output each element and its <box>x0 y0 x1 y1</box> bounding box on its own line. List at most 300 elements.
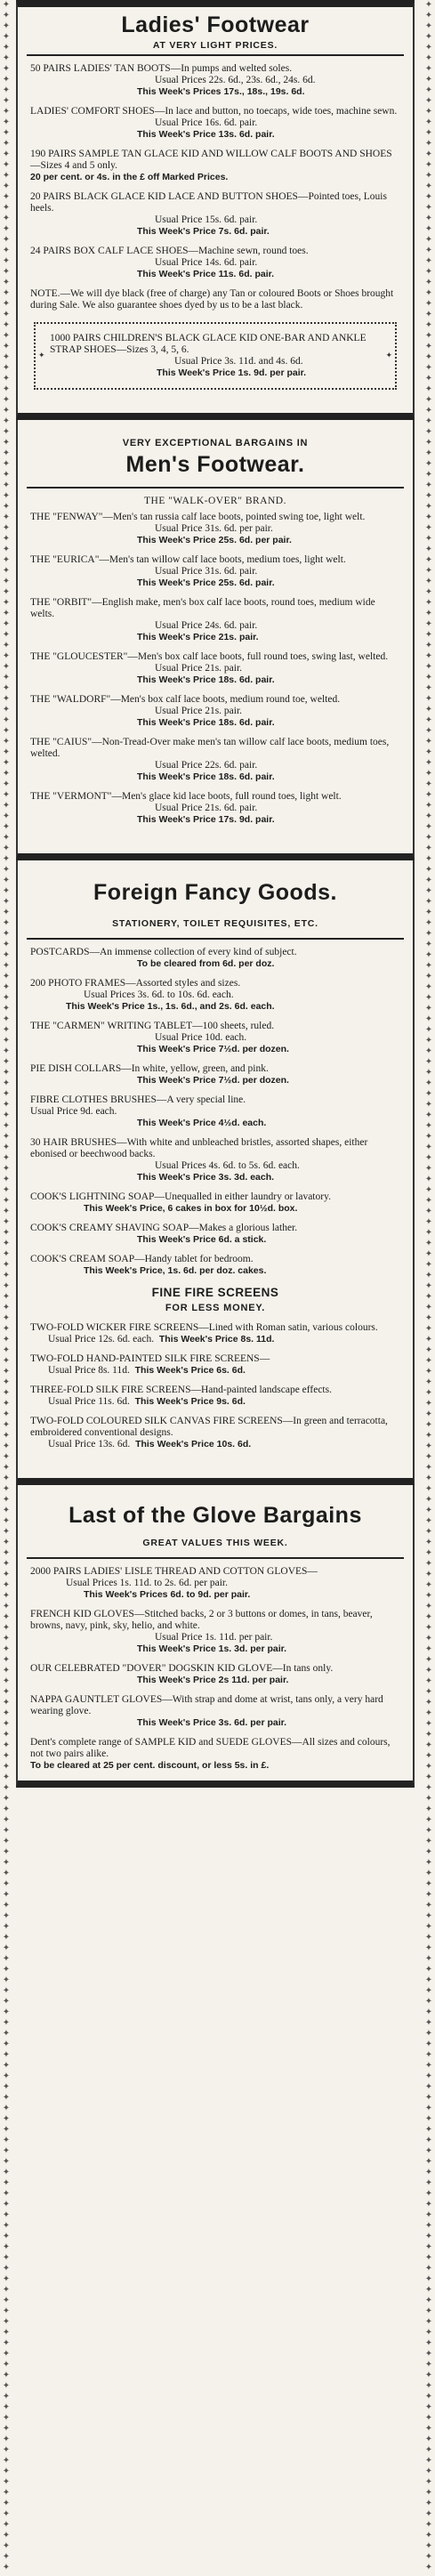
item-description: THE "WALDORF"—Men's box calf lace boots, medium round toe, welted. <box>30 694 341 705</box>
fancy-item <box>30 1063 400 1086</box>
item-description: THE "ORBIT"—English make, men's box calf lace boots, round toes, medium wide welts. <box>30 597 375 619</box>
item-description: ✦ 1000 PAIRS CHILDREN'S BLACK GLACE KID ONE-BAR AND ANKLE STRAP SHOES—Sizes 3, 4, 5, 6. <box>50 333 367 355</box>
usual-price: Usual Price 15s. 6d. pair. <box>155 214 258 225</box>
star-ornament-icon: ✦ <box>2 1367 11 1377</box>
star-ornament-icon: ✦ <box>424 1591 433 1601</box>
star-ornament-icon: ✦ <box>424 2413 433 2423</box>
star-ornament-icon: ✦ <box>2 513 11 522</box>
star-ornament-icon: ✦ <box>424 1239 433 1248</box>
star-ornament-icon: ✦ <box>2 2563 11 2572</box>
star-ornament-icon: ✦ <box>424 2381 433 2391</box>
star-ornament-icon: ✦ <box>424 2349 433 2359</box>
usual-price: Usual Prices 1s. 11d. to 2s. 6d. per pair. <box>66 1578 228 1588</box>
this-week-price: This Week's Price 18s. 6d. pair. <box>137 674 275 685</box>
star-ornament-icon: ✦ <box>424 876 433 885</box>
star-ornament-icon: ✦ <box>424 182 433 191</box>
star-ornament-icon: ✦ <box>2 384 11 394</box>
fancy-goods-title: Foreign Fancy Goods. <box>93 880 337 905</box>
usual-price: Usual Price 21s. pair. <box>155 706 243 716</box>
star-ornament-icon: ✦ <box>424 384 433 394</box>
star-ornament-icon: ✦ <box>2 2061 11 2071</box>
star-ornament-icon: ✦ <box>424 555 433 565</box>
star-ornament-icon: ✦ <box>2 502 11 512</box>
item-description: THE "CAIUS"—Non-Tread-Over make men's tan willow calf lace boots, medium toes, welted. <box>30 737 390 759</box>
star-ornament-icon: ✦ <box>424 1602 433 1611</box>
star-ornament-icon: ✦ <box>424 1506 433 1515</box>
star-ornament-icon: ✦ <box>2 1527 11 1537</box>
star-ornament-icon: ✦ <box>2 2349 11 2359</box>
star-ornament-icon: ✦ <box>2 865 11 875</box>
star-ornament-icon: ✦ <box>2 2456 11 2466</box>
star-ornament-icon: ✦ <box>424 545 433 554</box>
star-ornament-icon: ✦ <box>424 1773 433 1782</box>
star-ornament-icon: ✦ <box>424 1815 433 1825</box>
ladies-item <box>30 191 400 238</box>
star-ornament-icon: ✦ <box>2 2210 11 2220</box>
star-ornament-icon: ✦ <box>424 1805 433 1814</box>
item-description: 50 PAIRS LADIES' TAN BOOTS—In pumps and welted soles. <box>30 63 293 74</box>
star-ornament-icon: ✦ <box>2 1046 11 1056</box>
star-ornament-icon: ✦ <box>424 1014 433 1024</box>
star-ornament-icon: ✦ <box>424 2317 433 2327</box>
this-week-price: This Week's Price, 1s. 6d. per doz. cakes. <box>84 1265 267 1276</box>
fancy-item <box>30 1191 400 1215</box>
star-ornament-icon: ✦ <box>2 288 11 298</box>
star-ornament-icon: ✦ <box>2 1399 11 1409</box>
star-ornament-icon: ✦ <box>424 1388 433 1398</box>
this-week-price: This Week's Price, 6 cakes in box for 10½d. box. <box>84 1203 298 1214</box>
star-ornament-icon: ✦ <box>2 1463 11 1473</box>
usual-price: Usual Price 31s. 6d. per pair. <box>155 523 273 534</box>
usual-price-text: Usual Price 8s. 11d. <box>48 1365 130 1376</box>
star-ornament-icon: ✦ <box>424 1527 433 1537</box>
star-ornament-icon: ✦ <box>2 1602 11 1611</box>
star-ornament-icon: ✦ <box>424 1399 433 1409</box>
star-ornament-icon: ✦ <box>424 1495 433 1505</box>
star-ornament-icon: ✦ <box>2 1773 11 1782</box>
usual-price: Usual Price 31s. 6d. pair. <box>155 566 258 577</box>
star-ornament-icon: ✦ <box>424 139 433 149</box>
star-ornament-icon: ✦ <box>2 117 11 127</box>
dye-note: NOTE.—We will dye black (free of charge) any Tan or coloured Boots or Shoes brought during Sale. We also guarantee shoes dyed by us to be a last black. <box>30 288 394 311</box>
this-week-price: This Week's Price 21s. pair. <box>137 632 259 642</box>
star-ornament-icon: ✦ <box>2 940 11 949</box>
star-ornament-icon: ✦ <box>2 2370 11 2380</box>
star-ornament-icon: ✦ <box>424 1570 433 1579</box>
star-ornament-icon: ✦ <box>2 1676 11 1686</box>
star-ornament-icon: ✦ <box>424 480 433 490</box>
star-ornament-icon: ✦ <box>424 737 433 747</box>
star-ornament-icon: ✦ <box>424 299 433 309</box>
star-ornament-icon: ✦ <box>2 1698 11 1708</box>
item-description: THREE-FOLD SILK FIRE SCREENS—Hand-painted landscape effects. <box>30 1385 332 1395</box>
usual-price: Usual Price 9d. each. <box>30 1106 117 1117</box>
star-ornament-icon: ✦ <box>424 1196 433 1206</box>
star-ornament-icon: ✦ <box>424 1858 433 1868</box>
star-ornament-icon: ✦ <box>424 1452 433 1462</box>
star-ornament-icon: ✦ <box>2 1292 11 1302</box>
item-description: FRENCH KID GLOVES—Stitched backs, 2 or 3 buttons or domes, in tans, beaver, browns, navy, pink, sky, helio, and white. <box>30 1609 373 1631</box>
star-ornament-icon: ✦ <box>2 1121 11 1131</box>
star-ornament-icon: ✦ <box>424 2445 433 2455</box>
fancy-goods-subtitle: STATIONERY, TOILET REQUISITES, ETC. <box>112 918 318 929</box>
star-ornament-icon: ✦ <box>424 1207 433 1216</box>
star-ornament-icon: ✦ <box>2 1335 11 1345</box>
star-ornament-icon: ✦ <box>2 1580 11 1590</box>
star-ornament-icon: ✦ <box>2 2296 11 2305</box>
star-ornament-icon: ✦ <box>2 1110 11 1120</box>
star-ornament-icon: ✦ <box>424 1484 433 1494</box>
star-ornament-icon: ✦ <box>424 1431 433 1441</box>
star-ornament-icon: ✦ <box>424 1100 433 1110</box>
star-ornament-icon: ✦ <box>2 747 11 757</box>
star-ornament-icon: ✦ <box>2 2541 11 2551</box>
star-ornament-icon: ✦ <box>424 2093 433 2103</box>
star-ornament-icon: ✦ <box>2 32 11 42</box>
star-ornament-icon: ✦ <box>2 812 11 821</box>
star-ornament-icon: ✦ <box>424 662 433 672</box>
star-ornament-icon: ✦ <box>424 1377 433 1387</box>
star-ornament-icon: ✦ <box>2 1217 11 1227</box>
mens-item <box>30 737 400 783</box>
star-ornament-icon: ✦ <box>2 1377 11 1387</box>
mens-item <box>30 791 400 826</box>
star-ornament-icon: ✦ <box>424 1036 433 1046</box>
star-ornament-icon: ✦ <box>424 651 433 661</box>
star-ornament-icon: ✦ <box>424 2029 433 2039</box>
star-ornament-icon: ✦ <box>424 342 433 351</box>
star-ornament-icon: ✦ <box>2 1484 11 1494</box>
star-ornament-icon: ✦ <box>2 363 11 373</box>
star-ornament-icon: ✦ <box>2 1975 11 1985</box>
star-ornament-icon: ✦ <box>2 1025 11 1035</box>
star-ornament-icon: ✦ <box>2 1847 11 1857</box>
star-ornament-icon: ✦ <box>2 1986 11 1996</box>
star-ornament-icon: ✦ <box>2 801 11 811</box>
star-ornament-icon: ✦ <box>424 43 433 52</box>
star-ornament-icon: ✦ <box>2 1249 11 1259</box>
star-ornament-icon: ✦ <box>424 1666 433 1676</box>
usual-price: Usual Price 22s. 6d. pair. <box>155 760 258 771</box>
star-ornament-icon: ✦ <box>424 598 433 608</box>
star-ornament-icon: ✦ <box>424 1847 433 1857</box>
fire-screens-heading: FINE FIRE SCREENS <box>151 1286 279 1299</box>
section-divider <box>27 487 404 489</box>
star-ornament-icon: ✦ <box>2 1356 11 1366</box>
fire-screen-item <box>30 1322 400 1345</box>
star-ornament-icon: ✦ <box>2 395 11 405</box>
star-ornament-icon: ✦ <box>424 214 433 223</box>
star-ornament-icon: ✦ <box>2 1345 11 1355</box>
star-ornament-icon: ✦ <box>2 1303 11 1312</box>
star-ornament-icon: ✦ <box>424 715 433 725</box>
star-ornament-icon: ✦ <box>2 694 11 704</box>
star-ornament-icon: ✦ <box>2 416 11 426</box>
star-ornament-icon: ✦ <box>2 1538 11 1547</box>
star-ornament-icon: ✦ <box>424 790 433 800</box>
star-ornament-icon: ✦ <box>424 2146 433 2156</box>
star-ornament-icon: ✦ <box>424 865 433 875</box>
star-ornament-icon: ✦ <box>424 2467 433 2476</box>
star-ornament-icon: ✦ <box>2 1719 11 1729</box>
item-description: TWO-FOLD COLOURED SILK CANVAS FIRE SCREENS—In green and terracotta, embroidered conventional designs. <box>30 1416 388 1438</box>
this-week-price: This Week's Price 13s. 6d. pair. <box>137 129 275 140</box>
star-ornament-icon: ✦ <box>2 918 11 928</box>
star-ornament-icon: ✦ <box>424 2178 433 2188</box>
star-ornament-icon: ✦ <box>424 812 433 821</box>
star-ornament-icon: ✦ <box>2 2007 11 2017</box>
star-ornament-icon: ✦ <box>2 149 11 159</box>
this-week-price: This Week's Price 25s. 6d. pair. <box>137 577 275 588</box>
star-ornament-icon: ✦ <box>424 2370 433 2380</box>
star-ornament-icon: ✦ <box>2 1548 11 1558</box>
star-ornament-icon: ✦ <box>424 833 433 843</box>
star-ornament-icon: ✦ <box>424 1762 433 1772</box>
star-ornament-icon: ✦ <box>2 1740 11 1750</box>
star-ornament-icon: ✦ <box>2 171 11 181</box>
star-ornament-icon: ✦ <box>2 1869 11 1878</box>
star-ornament-icon: ✦ <box>2 2445 11 2455</box>
star-ornament-icon: ✦ <box>2 2242 11 2252</box>
star-ornament-icon: ✦ <box>424 1089 433 1099</box>
star-ornament-icon: ✦ <box>2 1004 11 1013</box>
star-ornament-icon: ✦ <box>2 1185 11 1195</box>
item-description: 200 PHOTO FRAMES—Assorted styles and sizes. <box>30 978 241 989</box>
star-ornament-icon: ✦ <box>424 1794 433 1804</box>
star-ornament-icon: ✦ <box>2 1644 11 1654</box>
star-ornament-icon: ✦ <box>424 1879 433 1889</box>
star-ornament-icon: ✦ <box>2 886 11 896</box>
usual-price-text: Usual Price 13s. 6d. <box>48 1439 131 1450</box>
star-ornament-icon: ✦ <box>2 2360 11 2370</box>
this-week-price: This Week's Price 25s. 6d. per pair. <box>137 535 292 545</box>
this-week-price: This Week's Price 7½d. per dozen. <box>137 1075 289 1086</box>
this-week-price: This Week's Price 8s. 11d. <box>158 1334 275 1345</box>
star-ornament-icon: ✦ <box>2 406 11 416</box>
star-ornament-icon: ✦ <box>2 1783 11 1793</box>
star-ornament-icon: ✦ <box>424 160 433 170</box>
star-ornament-icon: ✦ <box>2 299 11 309</box>
star-ornament-icon: ✦ <box>2 1281 11 1291</box>
star-ornament-icon: ✦ <box>2 1943 11 1953</box>
star-ornament-icon: ✦ <box>424 224 433 234</box>
star-ornament-icon: ✦ <box>2 1997 11 2007</box>
star-ornament-icon: ✦ <box>2 1730 11 1740</box>
star-ornament-icon: ✦ <box>2 267 11 277</box>
star-ornament-icon: ✦ <box>2 1132 11 1142</box>
star-ornament-icon: ✦ <box>2 1655 11 1665</box>
fancy-item <box>30 1094 400 1129</box>
star-ornament-icon: ✦ <box>2 1762 11 1772</box>
star-ornament-icon: ✦ <box>424 1068 433 1078</box>
star-ornament-icon: ✦ <box>424 2424 433 2434</box>
star-ornament-icon: ✦ <box>2 854 11 864</box>
star-ornament-icon: ✦ <box>2 448 11 458</box>
star-ornament-icon: ✦ <box>2 876 11 885</box>
star-ornament-icon: ✦ <box>2 2381 11 2391</box>
star-ornament-icon: ✦ <box>424 1249 433 1259</box>
star-ornament-icon: ✦ <box>424 331 433 341</box>
star-ornament-icon: ✦ <box>424 2360 433 2370</box>
this-week-price: This Week's Price 9s. 6d. <box>134 1396 246 1407</box>
star-ornament-icon: ✦ <box>2 374 11 384</box>
star-ornament-icon: ✦ <box>424 918 433 928</box>
star-ornament-icon: ✦ <box>424 1121 433 1131</box>
star-ornament-icon: ✦ <box>424 982 433 992</box>
star-ornament-icon: ✦ <box>2 2146 11 2156</box>
star-ornament-icon: ✦ <box>424 2402 433 2412</box>
star-ornament-icon: ✦ <box>424 363 433 373</box>
star-ornament-icon: ✦ <box>424 21 433 31</box>
star-ornament-icon: ✦ <box>2 256 11 266</box>
star-ornament-icon: ✦ <box>424 1559 433 1569</box>
star-ornament-icon: ✦ <box>2 246 11 255</box>
star-ornament-icon: ✦ <box>2 2093 11 2103</box>
star-ornament-icon: ✦ <box>2 75 11 85</box>
star-ornament-icon: ✦ <box>2 427 11 437</box>
star-ornament-icon: ✦ <box>2 224 11 234</box>
star-ornament-icon: ✦ <box>424 1965 433 1974</box>
this-week-price: This Week's Price 1s. 3d. per pair. <box>137 1643 287 1654</box>
star-ornament-icon: ✦ <box>424 203 433 213</box>
mens-item <box>30 512 400 546</box>
fancy-goods-section <box>16 860 415 1485</box>
star-ornament-icon: ✦ <box>424 1463 433 1473</box>
star-ornament-icon: ✦ <box>424 2338 433 2348</box>
star-ornament-icon: ✦ <box>424 352 433 362</box>
star-ornament-icon: ✦ <box>2 1313 11 1323</box>
star-ornament-icon: ✦ <box>2 1837 11 1846</box>
star-ornament-icon: ✦ <box>424 459 433 469</box>
star-ornament-icon: ✦ <box>2 1506 11 1515</box>
star-ornament-icon: ✦ <box>424 1185 433 1195</box>
star-ornament-icon: ✦ <box>2 1057 11 1067</box>
star-ornament-icon: ✦ <box>424 75 433 85</box>
star-ornament-icon: ✦ <box>424 897 433 907</box>
star-ornament-icon: ✦ <box>2 1239 11 1248</box>
star-ornament-icon: ✦ <box>424 630 433 640</box>
star-ornament-icon: ✦ <box>2 278 11 287</box>
this-week-price: To be cleared at 25 per cent. discount, or less 5s. in £. <box>30 1760 270 1771</box>
mens-item <box>30 694 400 729</box>
star-ornament-icon: ✦ <box>424 961 433 971</box>
walk-over-brand: THE "WALK-OVER" BRAND. <box>144 496 286 506</box>
star-ornament-icon: ✦ <box>424 801 433 811</box>
star-ornament-icon: ✦ <box>424 2082 433 2092</box>
star-ornament-icon: ✦ <box>424 310 433 319</box>
decorative-border-right <box>423 0 435 2576</box>
star-ornament-icon: ✦ <box>424 1826 433 1836</box>
star-ornament-icon: ✦ <box>2 1078 11 1088</box>
this-week-price: This Week's Price 3s. 3d. each. <box>137 1172 275 1183</box>
star-ornament-icon: ✦ <box>424 1612 433 1622</box>
this-week-price: To be cleared from 6d. per doz. <box>137 958 275 969</box>
this-week-price: This Week's Price 1s., 1s. 6d., and 2s. 6d. each. <box>66 1001 275 1012</box>
star-ornament-icon: ✦ <box>2 1153 11 1163</box>
star-ornament-icon: ✦ <box>2 2306 11 2316</box>
usual-price-text: Usual Price 11s. 6d. <box>48 1396 130 1407</box>
star-ornament-icon: ✦ <box>2 1954 11 1964</box>
children-item <box>50 333 381 379</box>
star-ornament-icon: ✦ <box>424 1943 433 1953</box>
star-ornament-icon: ✦ <box>2 779 11 789</box>
star-ornament-icon: ✦ <box>2 2221 11 2231</box>
star-ornament-icon: ✦ <box>2 683 11 693</box>
star-ornament-icon: ✦ <box>424 1441 433 1451</box>
star-ornament-icon: ✦ <box>2 2285 11 2295</box>
star-ornament-icon: ✦ <box>424 609 433 618</box>
star-ornament-icon: ✦ <box>2 1911 11 1921</box>
glove-item <box>30 1694 400 1729</box>
star-ornament-icon: ✦ <box>2 1687 11 1697</box>
star-ornament-icon: ✦ <box>2 459 11 469</box>
item-description: POSTCARDS—An immense collection of every kind of subject. <box>30 947 297 957</box>
ladies-item <box>30 246 400 280</box>
item-description: 190 PAIRS SAMPLE TAN GLACE KID AND WILLOW CALF BOOTS AND SHOES—Sizes 4 and 5 only. <box>30 149 392 171</box>
star-ornament-icon: ✦ <box>424 2200 433 2209</box>
item-description: 2000 PAIRS LADIES' LISLE THREAD AND COTTON GLOVES— <box>30 1566 318 1577</box>
star-ornament-icon: ✦ <box>424 2563 433 2572</box>
star-ornament-icon: ✦ <box>2 64 11 74</box>
star-ornament-icon: ✦ <box>424 1057 433 1067</box>
star-ornament-icon: ✦ <box>424 2114 433 2124</box>
star-ornament-icon: ✦ <box>424 2509 433 2519</box>
star-ornament-icon: ✦ <box>2 2071 11 2081</box>
fancy-item <box>30 1021 400 1055</box>
star-ornament-icon: ✦ <box>2 182 11 191</box>
mens-item <box>30 597 400 643</box>
star-ornament-icon: ✦ <box>2 1260 11 1270</box>
star-ornament-icon: ✦ <box>424 406 433 416</box>
star-ornament-icon: ✦ <box>424 53 433 63</box>
star-ornament-icon: ✦ <box>2 1933 11 1942</box>
star-ornament-icon: ✦ <box>2 577 11 586</box>
star-ornament-icon: ✦ <box>424 107 433 117</box>
star-ornament-icon: ✦ <box>424 1751 433 1761</box>
star-ornament-icon: ✦ <box>424 1975 433 1985</box>
star-ornament-icon: ✦ <box>2 2189 11 2199</box>
star-ornament-icon: ✦ <box>424 972 433 981</box>
star-ornament-icon: ✦ <box>424 288 433 298</box>
usual-price: Usual Price 24s. 6d. pair. <box>155 620 258 631</box>
star-ornament-icon: ✦ <box>2 2392 11 2402</box>
star-ornament-icon: ✦ <box>2 2274 11 2284</box>
star-ornament-icon: ✦ <box>424 2050 433 2060</box>
star-ornament-icon: ✦ <box>424 1783 433 1793</box>
star-ornament-icon: ✦ <box>2 2125 11 2135</box>
star-ornament-icon: ✦ <box>424 2264 433 2273</box>
star-ornament-icon: ✦ <box>424 246 433 255</box>
star-ornament-icon: ✦ <box>424 2477 433 2487</box>
star-ornament-icon: ✦ <box>2 331 11 341</box>
fancy-item <box>30 978 400 1013</box>
star-ornament-icon: ✦ <box>2 160 11 170</box>
star-ornament-icon: ✦ <box>2 961 11 971</box>
star-ornament-icon: ✦ <box>2 53 11 63</box>
star-ornament-icon: ✦ <box>424 171 433 181</box>
star-ornament-icon: ✦ <box>424 1303 433 1312</box>
item-description: TWO-FOLD HAND-PAINTED SILK FIRE SCREENS— <box>30 1353 270 1364</box>
star-ornament-icon: ✦ <box>2 545 11 554</box>
star-ornament-icon: ✦ <box>2 726 11 736</box>
star-ornament-icon: ✦ <box>2 1271 11 1280</box>
star-ornament-icon: ✦ <box>424 1313 433 1323</box>
usual-price: Usual Price 16s. 6d. pair. <box>155 117 258 128</box>
star-ornament-icon: ✦ <box>424 2306 433 2316</box>
star-ornament-icon: ✦ <box>424 2061 433 2071</box>
star-ornament-icon: ✦ <box>424 1420 433 1430</box>
star-ornament-icon: ✦ <box>2 587 11 597</box>
